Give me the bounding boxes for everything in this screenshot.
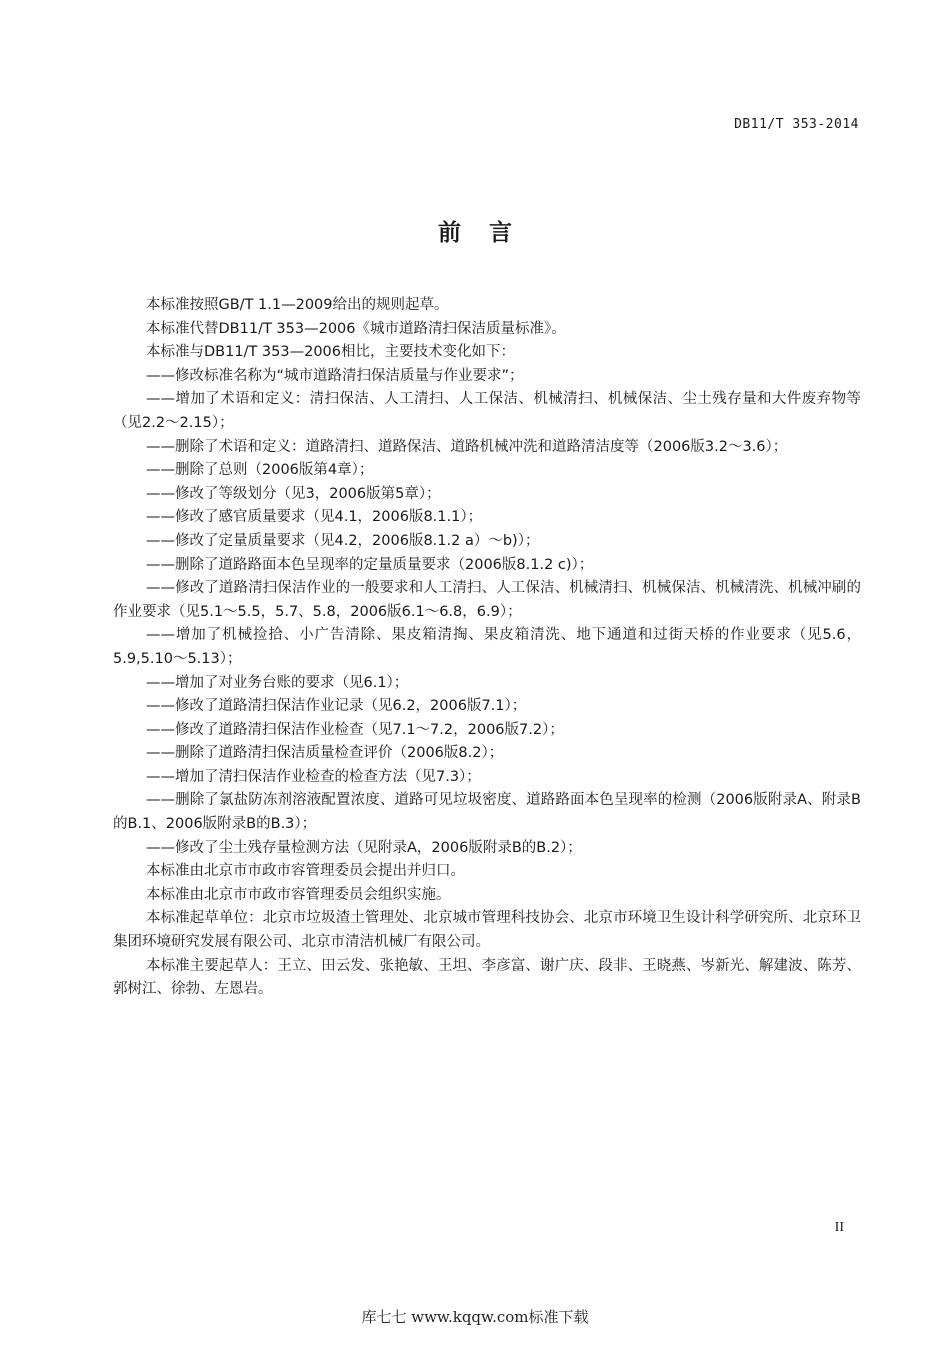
change-item: ——删除了总则（2006版第4章）； xyxy=(146,462,374,479)
change-item: ——增加了术语和定义：清扫保洁、人工清扫、人工保洁、机械清扫、机械保洁、尘土残存量和大件废弃物等（见2.2～2.15）； xyxy=(113,391,861,431)
paragraph: 本标准起草单位：北京市垃圾渣土管理处、北京城市管理科技协会、北京市环境卫生设计科学研究所、北京环卫集团环境研究发展有限公司、北京市清洁机械厂有限公司。 xyxy=(113,910,861,951)
paragraph: 本标准按照GB/T 1.1—2009给出的规则起草。 xyxy=(146,297,449,313)
download-watermark: 库七七 www.kqqw.com标准下载 xyxy=(361,1308,589,1326)
change-item: ——删除了道路清扫保洁质量检查评价（2006版8.2）； xyxy=(146,745,504,762)
change-item: ——增加了机械捡拾、小广告清除、果皮箱清掏、果皮箱清洗、地下通道和过街天桥的作业要求（见5.6，5.9,5.10～5.13）； xyxy=(113,627,861,667)
paragraph: 本标准由北京市市政市容管理委员会组织实施。 xyxy=(146,886,451,903)
change-item: ——修改了道路清扫保洁作业的一般要求和人工清扫、人工保洁、机械清扫、机械保洁、机械清洗、机械冲刷的作业要求（见5.1～5.5，5.7、5.8，2006版6.1～6.8，6.9）； xyxy=(113,580,861,620)
change-item: ——修改标准名称为“城市道路清扫保洁质量与作业要求”； xyxy=(146,367,524,384)
change-item: ——删除了道路路面本色呈现率的定量质量要求（2006版8.1.2 c)）； xyxy=(146,556,594,573)
change-item: ——修改了尘土残存量检测方法（见附录A，2006版附录B的B.2）； xyxy=(146,839,582,856)
change-item: ——修改了定量质量要求（见4.2，2006版8.1.2 a）～b)）； xyxy=(146,532,540,549)
page-title: 前言 xyxy=(438,220,540,246)
change-item: ——修改了道路清扫保洁作业检查（见7.1～7.2，2006版7.2）； xyxy=(146,721,564,738)
paragraph: 本标准代替DB11/T 353—2006《城市道路清扫保洁质量标准》。 xyxy=(146,320,566,337)
document-code: DB11/T 353-2014 xyxy=(734,117,859,132)
paragraph: 本标准主要起草人：王立、田云发、张艳敏、王坦、李彦富、谢广庆、段非、王晓燕、岑新光、解建波、陈芳、郭树江、徐勃、左恩岩。 xyxy=(113,957,861,998)
change-item: ——删除了术语和定义：道路清扫、道路保洁、道路机械冲洗和道路清洁度等（2006版3.2～3.6）； xyxy=(146,438,788,455)
change-item: ——增加了清扫保洁作业检查的检查方法（见7.3）； xyxy=(146,768,481,785)
paragraph: 本标准由北京市市政市容管理委员会提出并归口。 xyxy=(146,863,465,880)
foreword-body xyxy=(113,294,861,1002)
change-item: ——修改了感官质量要求（见4.1，2006版8.1.1）； xyxy=(146,509,483,526)
change-item: ——增加了对业务台账的要求（见6.1）； xyxy=(146,674,409,691)
paragraph: 本标准与DB11/T 353—2006相比，主要技术变化如下： xyxy=(146,344,515,361)
change-item: ——删除了氯盐防冻剂溶液配置浓度、道路可见垃圾密度、道路路面本色呈现率的检测（2006版附录A、附录B的B.1、2006版附录B的B.3）； xyxy=(113,792,861,833)
change-item: ——修改了等级划分（见3，2006版第5章）； xyxy=(146,485,441,502)
page-number: II xyxy=(834,1220,844,1235)
change-item: ——修改了道路清扫保洁作业记录（见6.2，2006版7.1）； xyxy=(146,698,527,715)
